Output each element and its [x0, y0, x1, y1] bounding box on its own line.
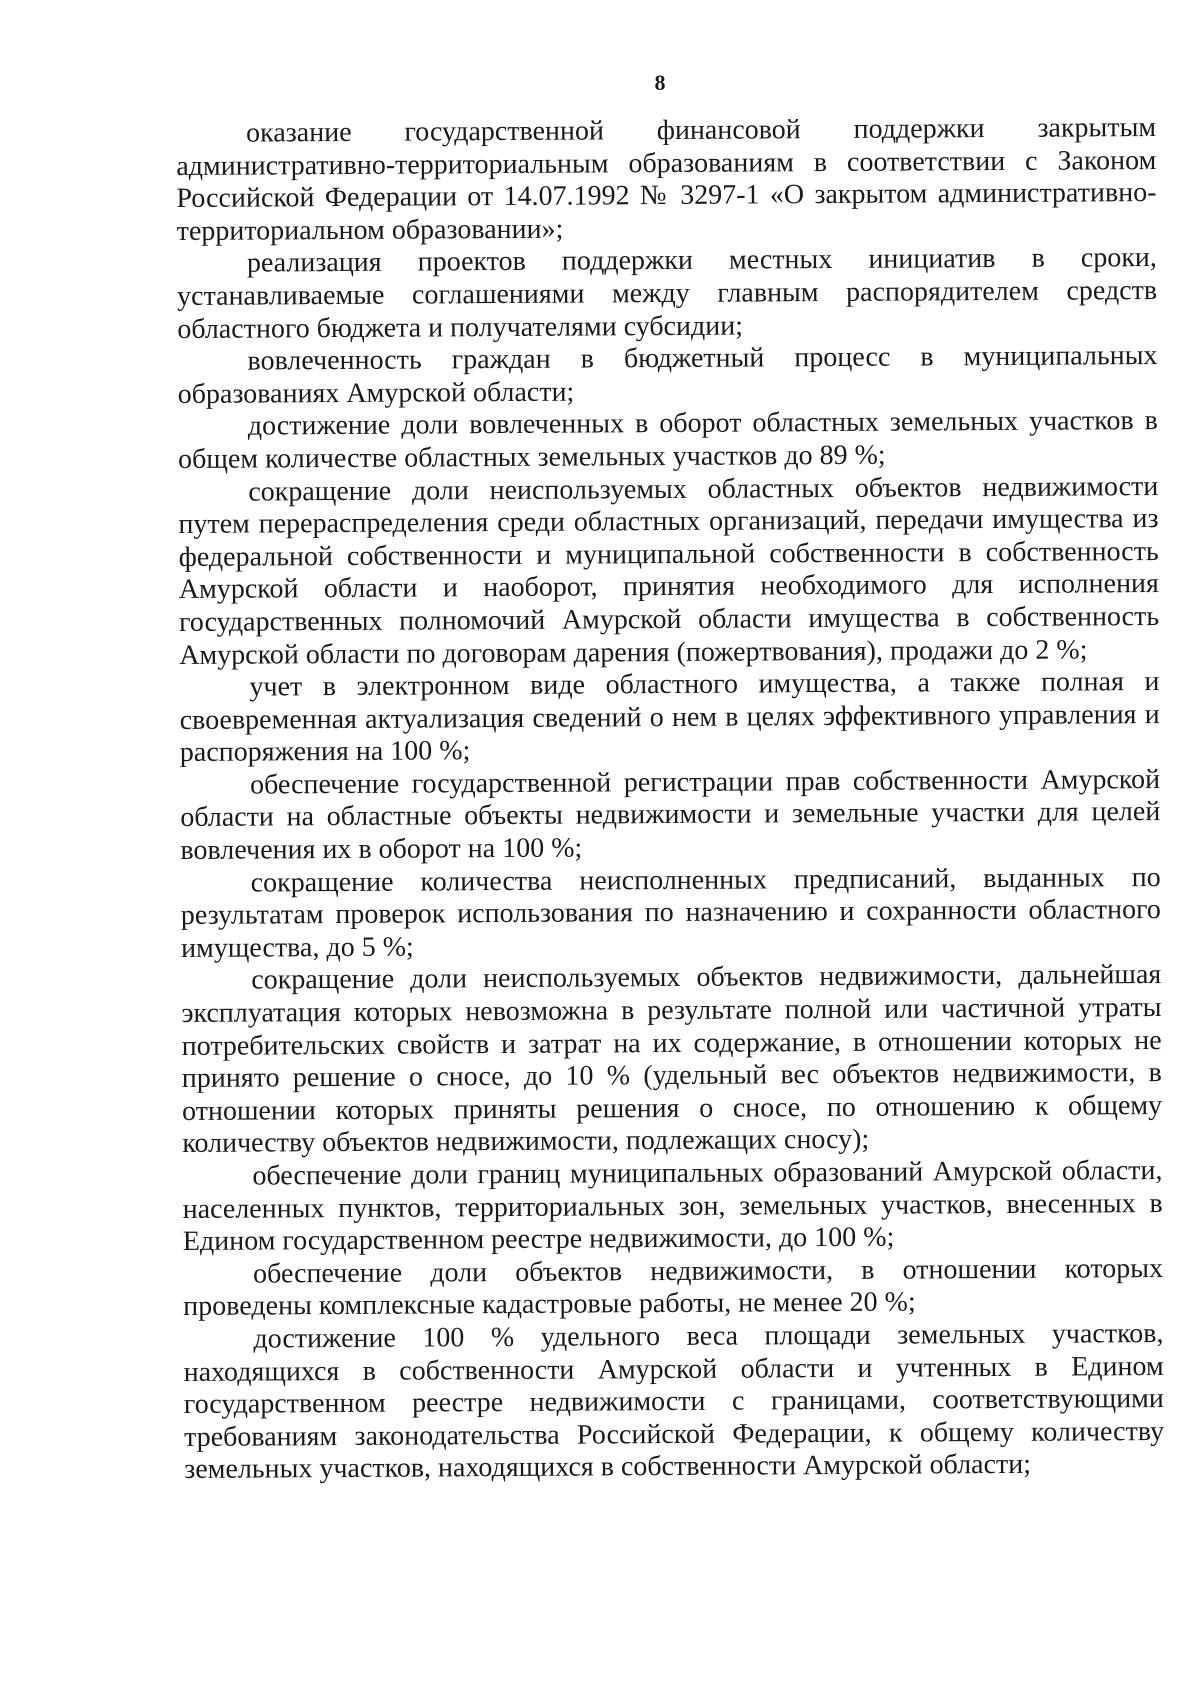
page-number: 8: [654, 70, 666, 95]
paragraph-boundaries-share: обеспечение доли границ муниципальных образований Амурской области, населенных пунктов, территориальных зон, земельных участков, внесенных в Едином государственном реестре недвижимости, до 100 %;: [182, 1154, 1163, 1258]
paragraph-land-area-share: достижение 100 % удельного веса площади земельных участков, находящихся в собственности Амурской области и учтенных в Едином государственном реестре недвижимости с границами, соответствующими требованиям законодательства Российской Федерации, к общему количеству земельных участков, находящихся в собственности Амурской области;: [183, 1317, 1165, 1486]
paragraph-demolition-objects: сокращение доли неиспользуемых объектов недвижимости, дальнейшая эксплуатация которых невозможна в результате полной или частичной утраты потребительских свойств и затрат на их содержание, в отношении которых не принято решение о сносе, до 10 % (удельный вес объектов недвижимости, в отношении которых приняты решения о сносе, по отношению к общему количеству объектов недвижимости, подлежащих сносу);: [181, 959, 1163, 1160]
paragraph-citizen-involvement: вовлеченность граждан в бюджетный процесс в муниципальных образованиях Амурской области;: [177, 340, 1158, 410]
paragraph-land-plots-share: достижение доли вовлеченных в оборот областных земельных участков в общем количестве областных земельных участков до 89 %;: [177, 405, 1158, 475]
paragraph-local-initiatives: реализация проектов поддержки местных инициатив в сроки, устанавливаемые соглашениями между главным распорядителем средств областного бюджета и получателями субсидии;: [176, 242, 1158, 345]
paragraph-electronic-accounting: учет в электронном виде областного имущества, а также полная и своевременная актуализация сведений о нем в целях эффективного управления и распоряжения на 100 %;: [179, 666, 1160, 769]
paragraph-state-registration: обеспечение государственной регистрации прав собственности Амурской области на областные объекты недвижимости и земельные участки для целей вовлечения их в оборот на 100 %;: [180, 763, 1161, 867]
paragraph-cadastral-works: обеспечение доли объектов недвижимости, в отношении которых проведены комплексные кадастровые работы, не менее 20 %;: [183, 1252, 1164, 1323]
paragraph-unfulfilled-orders: сокращение количества неисполненных предписаний, выданных по результатам проверок использования по назначению и сохранности областного имущества, до 5 %;: [180, 861, 1161, 964]
document-body: [176, 112, 1164, 1487]
paragraph-unused-property-reduction: сокращение доли неиспользуемых областных объектов недвижимости путем перераспределения среди областных организаций, передачи имущества из федеральной собственности и муниципальной собственности в собственность Амурской области и наоборот, принятия необходимого для исполнения государственных полномочий Амурской области имущества в собственность Амурской области по договорам дарения (пожертвования), продажи до 2 %;: [178, 470, 1160, 671]
paragraph-closed-territories-support: оказание государственной финансовой поддержки закрытым административно-территориальным образованиям в соответствии с Законом Российской Федерации от 14.07.1992 № 3297-1 «О закрытом административно-территориальном образовании»;: [176, 112, 1157, 247]
